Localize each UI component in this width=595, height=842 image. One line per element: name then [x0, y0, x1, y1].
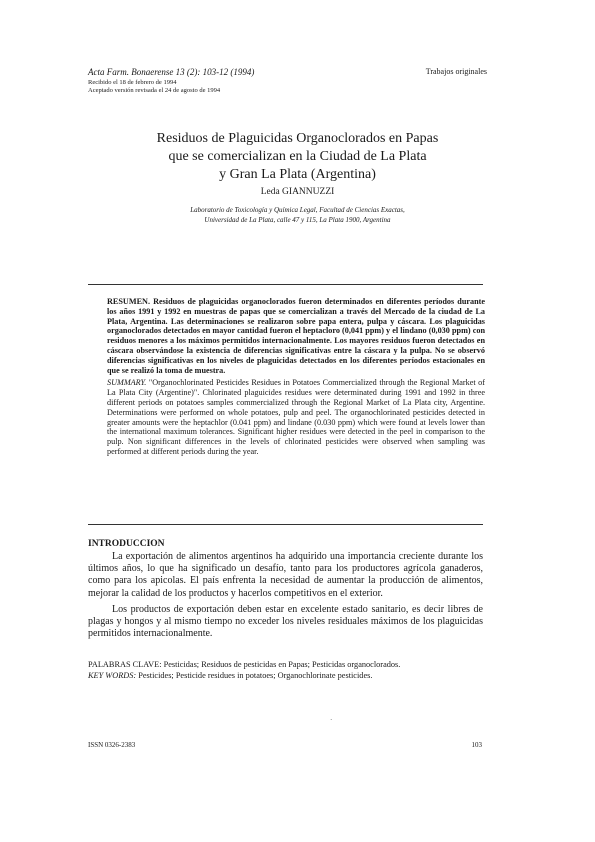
accepted-date: Aceptado versión revisada el 24 de agosto de 1994	[88, 87, 221, 94]
section-label: Trabajos originales	[425, 67, 487, 76]
section-heading: INTRODUCCION	[88, 539, 165, 549]
received-date: Recibido el 18 de febrero de 1994	[88, 79, 177, 86]
page-number: 103	[471, 741, 482, 749]
issn: ISSN 0326-2383	[88, 741, 136, 749]
keywords-en-text: Pesticides; Pesticide residues in potatoes; Organochlorinate pesticides.	[138, 670, 373, 680]
resumen-text: Residuos de plaguicidas organoclorados fueron determinados en diferentes períodos durante los años 1991 y 1992 en muestras de papas que se comercializan a través del Mercado de la ciudad de La Plata, Argentina. Las determinaciones se realizaron sobre papa entera, pulpa y cáscara. Los plaguicidas organoclorados detectados en mayor cantidad fueron el heptacloro (0,041 ppm) y el lindano (0,030 ppm) con residuos menores a los máximos permitidos internacionalmente. Los mayores residuos fueron detectados en cáscara observándose la existencia de diferencias significativas entre la cáscara y la pulpa. No se observó diferencias significativas en los niveles de plaguicidas detectados en los diferentes períodos estacionales en que se realizó la toma de muestra.	[107, 297, 486, 375]
keywords-en	[88, 671, 483, 682]
keywords-es-label: PALABRAS CLAVE:	[88, 660, 162, 669]
affiliation-line: Laboratorio de Toxicología y Química Legal, Facultad de Ciencias Exactas,	[190, 206, 405, 214]
paper-title	[60, 130, 535, 184]
bottom-rule	[88, 524, 483, 525]
title-line: Residuos de Plaguicidas Organoclorados en Papas	[156, 131, 439, 146]
resumen-label: RESUMEN.	[107, 297, 150, 306]
intro-paragraph: Los productos de exportación deben estar en excelente estado sanitario, es decir libres de plagas y hongos y al mismo tiempo no exceder los niveles residuales máximos de los plaguicidas permitidos internacionalmente.	[88, 603, 483, 640]
top-rule	[88, 284, 483, 285]
summary	[107, 378, 485, 456]
keywords-es	[88, 660, 483, 671]
scan-speck: ·	[330, 716, 333, 724]
summary-label: SUMMARY.	[107, 378, 147, 388]
title-line: que se comercializan en la Ciudad de La Plata	[168, 149, 427, 164]
keywords-es-text: Pesticidas; Residuos de pesticidas en Papas; Pesticidas organoclorados.	[163, 660, 401, 669]
title-line: y Gran La Plata (Argentina)	[219, 167, 376, 182]
keywords-en-label: KEY WORDS:	[88, 670, 137, 680]
intro-body	[88, 551, 483, 644]
affiliation-line: Universidad de La Plata, calle 47 y 115, La Plata 1900, Argentina	[204, 216, 391, 224]
author-name: Leda GIANNUZZI	[260, 187, 335, 197]
keywords	[88, 660, 483, 681]
summary-text: "Organochlorinated Pesticides Residues in Potatoes Commercialized through the Regional Market of La Plata City (Argentine)". Chlorinated plaguicides residues were determinated during 1991 and 1992 in three different periods on potatoes samples commercialized through the Regional Market of La Plata city, Argentine. Determinations were performed on whole potatoes, pulp and peel. The organochlorinated pesticides detected in greater amounts were the heptachlor (0.041 ppm) and lindane (0.030 ppm) which were found at levels lower than the international maximum tolerances. Significant higher residues were detected in the peel in comparison to the pulp. Non significant differences in the levels of chlorinated pesticides were observed when sampling was performed at different periods during the year.	[107, 378, 486, 456]
affiliation	[60, 205, 535, 225]
intro-paragraph: La exportación de alimentos argentinos ha adquirido una importancia creciente durante los últimos años, lo que ha significado un desafío, tanto para los productores agrícola ganaderos, como para los apicolas. El país enfrenta la necesidad de aumentar la producción de alimentos, mejorar la calidad de los productos y hacerlos competitivos en el exterior.	[88, 551, 483, 599]
resumen	[107, 297, 485, 375]
journal-citation: Acta Farm. Bonaerense 13 (2): 103-12 (1994)	[88, 67, 255, 77]
abstract	[107, 297, 485, 457]
